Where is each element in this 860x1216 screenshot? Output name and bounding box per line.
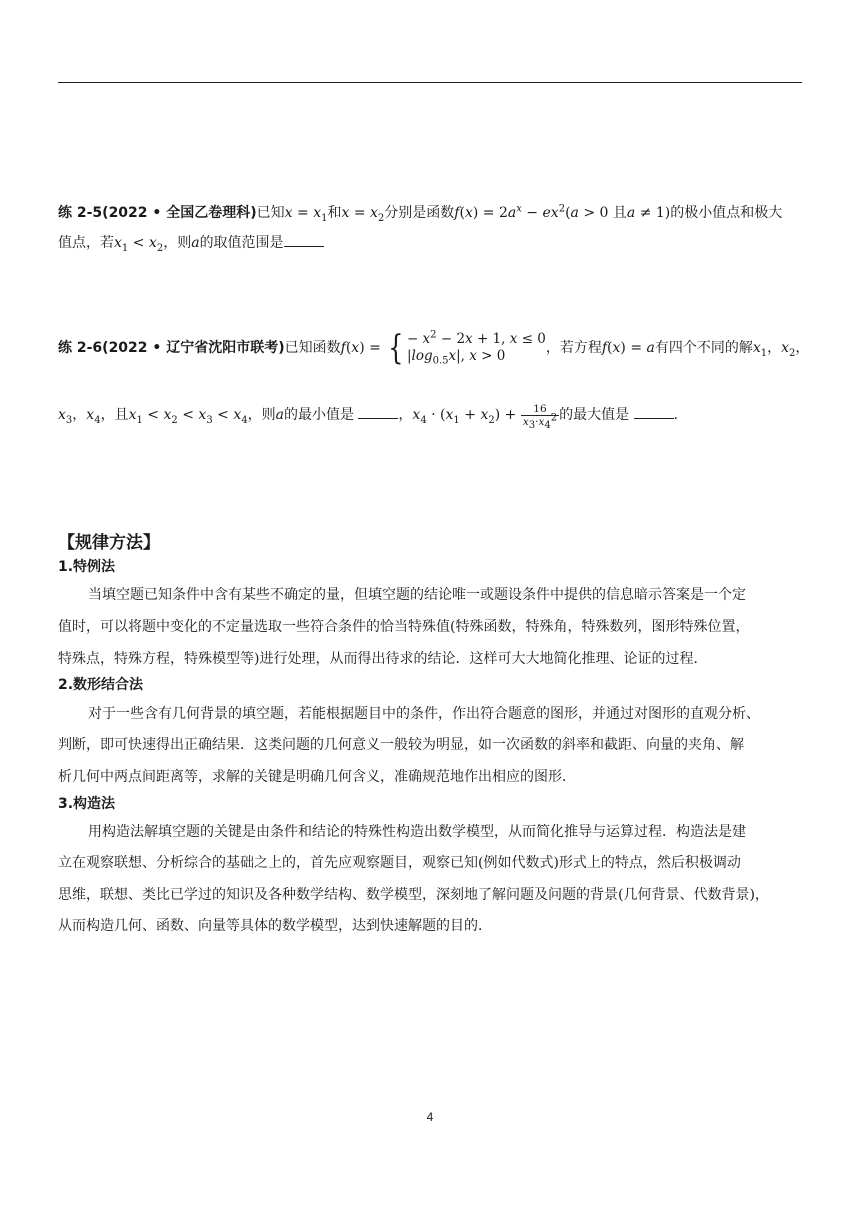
section-heading: 【规律方法】: [58, 533, 160, 553]
exercise-2-5-line1: 练 2-5(2022 • 全国乙卷理科)已知$x = x_1$和$x = x_2$分别是函数$f(x) = 2a^x - ex^2(a > 0$ 且a ≠ 1)的极小值点和极大: [58, 203, 783, 224]
exercise-source: (2022 • 辽宁省沈阳市联考): [102, 340, 285, 356]
method-2-line: 对于一些含有几何背景的填空题，若能根据题目中的条件，作出符合题意的图形，并通过对图形的直观分析、: [88, 706, 760, 722]
text: 已知: [256, 205, 285, 221]
fraction: $\frac{16}{x_3\cdot x_4^2}$: [522, 402, 558, 431]
method-2-line: 析几何中两点间距离等，求解的关键是明确几何含义，准确规范地作出相应的图形．: [58, 769, 576, 785]
method-1-title: 1.特例法: [58, 559, 116, 575]
text: 的最大值是: [559, 407, 630, 423]
method-2-line: 判断，即可快速得出正确结果．这类问题的几何意义一般较为明显，如一次函数的斜率和截距、向量的夹角、解: [58, 737, 744, 753]
exercise-label: 练 2-5: [58, 205, 103, 221]
answer-blank: [284, 232, 324, 247]
exercise-2-5-line2: 值点，若$x_1 < x_2$，则a的取值范围是: [58, 232, 324, 254]
text: ，若方程: [545, 340, 602, 356]
text: ，且: [100, 407, 129, 423]
exercise-label: 练 2-6: [58, 340, 103, 356]
method-3-title: 3.构造法: [58, 796, 116, 812]
method-3-line: 从而构造几何、函数、向量等具体的数学模型，达到快速解题的目的．: [58, 918, 492, 934]
text: (: [565, 205, 571, 221]
answer-blank-1: [358, 404, 398, 419]
text: 已知函数: [284, 340, 341, 356]
method-2-title: 2.数形结合法: [58, 677, 144, 693]
exercise-source: (2022 • 全国乙卷理科): [102, 205, 257, 221]
text: 分别是函数: [384, 205, 455, 221]
text: 值点，若: [58, 235, 114, 251]
text: 和: [327, 205, 342, 221]
text: ，则: [247, 407, 276, 423]
header-rule: [58, 82, 802, 83]
piecewise-function: { − $x^2 - 2x + 1$, x ≤ 0 $|\log_{0.5}x|$, x > 0: [388, 328, 546, 368]
method-3-line: 立在观察联想、分析综合的基础之上的，首先应观察题目，观察已知(例如代数式)形式上的特点，然后积极调动: [58, 855, 741, 871]
method-3-line: 用构造法解填空题的关键是由条件和结论的特殊性构造出数学模型，从而简化推导与运算过程．构造法是建: [88, 824, 746, 840]
exercise-2-6-line2: $x_3$，$x_4$，且$x_1 < x_2 < x_3 < x_4$，则a的最小值是 ，$x_4 \cdot (x_1 + x_2)$ + $\frac{16}{x_3\cdot x_4^2}$ 的最大值是 .: [58, 402, 679, 431]
text: 且: [608, 205, 627, 221]
text: 的最小值是: [283, 407, 354, 423]
method-1-line: 当填空题已知条件中含有某些不确定的量，但填空题的结论唯一或题设条件中提供的信息暗示答案是一个定: [88, 587, 746, 603]
text: 的取值范围是: [199, 235, 284, 251]
method-3-line: 思维，联想、类比已学过的知识及各种数学结构、数学模型，深刻地了解问题及问题的背景(几何背景、代数背景)，: [58, 887, 769, 903]
method-1-line: 特殊点，特殊方程，特殊模型等)进行处理，从而得出待求的结论．这样可大大地简化推理、论证的过程．: [58, 651, 708, 667]
exercise-2-6-line1: 练 2-6(2022 • 辽宁省沈阳市联考)已知函数f(x) = { − $x^2 - 2x + 1$, x ≤ 0 $|\log_{0.5}x|$, x > 0 ，若方程f(x) = a有四个不同的解$x_1$，$x_2$，: [58, 328, 810, 368]
page-number: 4: [426, 1110, 434, 1124]
answer-blank-2: [634, 404, 674, 419]
method-1-line: 值时，可以将题中变化的不定量选取一些符合条件的恰当特殊值(特殊函数，特殊角，特殊数列，图形特殊位置，: [58, 619, 750, 635]
text: 有四个不同的解: [654, 340, 753, 356]
text: ，则: [163, 235, 192, 251]
text: )的极小值点和极大: [664, 205, 783, 221]
